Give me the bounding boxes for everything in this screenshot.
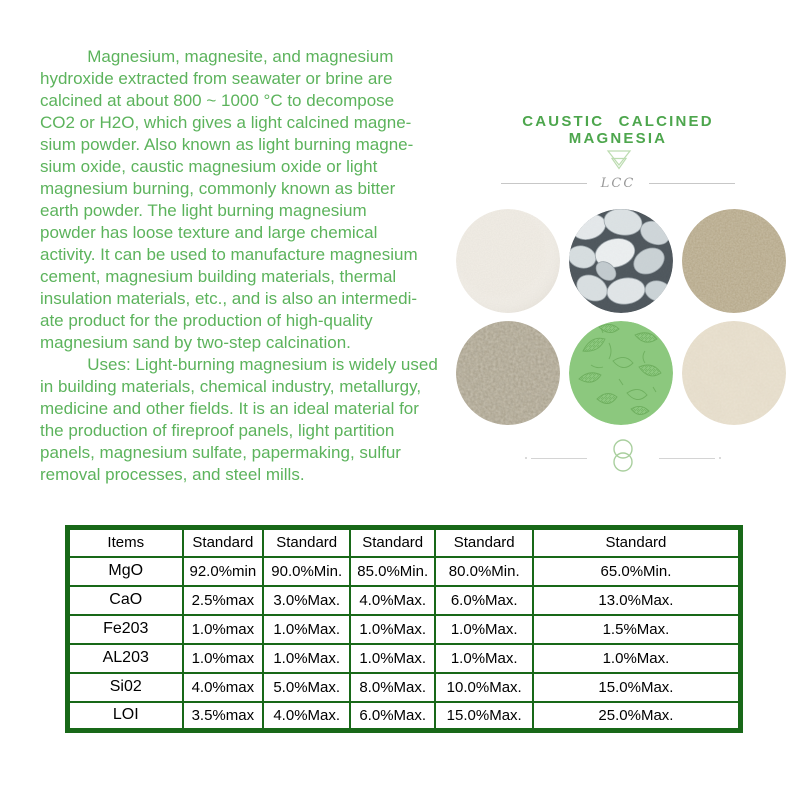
text-line: earth powder. The light burning magnesium	[40, 201, 367, 220]
coarse-magnesia-granules-image	[456, 321, 560, 425]
table-row	[68, 673, 741, 702]
table-cell: 25.0%Max.	[533, 702, 740, 731]
table-cell: 4.0%Max.	[350, 586, 435, 615]
table-cell: 15.0%Max.	[435, 702, 533, 731]
cream-magnesia-powder-image	[682, 321, 786, 425]
text-line: Magnesium, magnesite, and magnesium	[40, 47, 394, 66]
table-cell: 6.0%Max.	[435, 586, 533, 615]
text-line: sium oxide, caustic magnesium oxide or light	[40, 157, 378, 176]
text-line: ate product for the production of high-quality	[40, 311, 373, 330]
table-cell: 90.0%Min.	[263, 557, 350, 586]
text-line: Uses: Light-burning magnesium is widely used	[40, 355, 438, 374]
table-row	[68, 586, 741, 615]
table-cell: Fe203	[68, 615, 183, 644]
text-line: CO2 or H2O, which gives a light calcined magne-	[40, 113, 412, 132]
table-cell: 1.0%Max.	[350, 615, 435, 644]
table-cell: 1.0%Max.	[533, 644, 740, 673]
text-line: removal processes, and steel mills.	[40, 465, 305, 484]
table-cell: 5.0%Max.	[263, 673, 350, 702]
white-magnesia-powder-image	[456, 209, 560, 313]
text-line: panels, magnesium sulfate, papermaking, sulfur	[40, 443, 401, 462]
rings-divider	[490, 436, 755, 480]
table-cell: 8.0%Max.	[350, 673, 435, 702]
table-header-cell: Standard	[435, 528, 533, 557]
table-cell: 6.0%Max.	[350, 702, 435, 731]
table-cell: 2.5%max	[183, 586, 264, 615]
divider-line-left	[525, 457, 587, 459]
table-cell: 92.0%min	[183, 557, 264, 586]
table-cell: 4.0%max	[183, 673, 264, 702]
table-cell: 65.0%Min.	[533, 557, 740, 586]
green-leaf-pattern-image	[569, 321, 673, 425]
table-header-cell: Items	[68, 528, 183, 557]
table-cell: 1.0%Max.	[435, 615, 533, 644]
table-cell: 1.0%Max.	[350, 644, 435, 673]
table-header-cell: Standard	[350, 528, 435, 557]
text-line: medicine and other fields. It is an ideal material for	[40, 399, 419, 418]
table-header-cell: Standard	[263, 528, 350, 557]
table-cell: 15.0%Max.	[533, 673, 740, 702]
tan-magnesia-granules-image	[682, 209, 786, 313]
table-cell: Si02	[68, 673, 183, 702]
table-cell: 1.5%Max.	[533, 615, 740, 644]
table-cell: 1.0%Max.	[435, 644, 533, 673]
table-cell: 1.0%max	[183, 615, 264, 644]
spec-table	[65, 525, 743, 733]
text-line: in building materials, chemical industry, metallurgy,	[40, 377, 422, 396]
table-cell: AL203	[68, 644, 183, 673]
text-line: the production of fireproof panels, light partition	[40, 421, 395, 440]
text-line: magnesium sand by two-step calcination.	[40, 333, 351, 352]
double-triangle-down-icon	[603, 146, 635, 178]
divider-line-right	[659, 457, 721, 459]
text-line: magnesium burning, commonly known as bitter	[40, 179, 396, 198]
table-row	[68, 557, 741, 586]
table-cell: 10.0%Max.	[435, 673, 533, 702]
table-cell: 3.5%max	[183, 702, 264, 731]
table-header-cell: Standard	[183, 528, 264, 557]
white-magnesia-lumps-image	[569, 209, 673, 313]
table-row	[68, 615, 741, 644]
spec-table-body	[68, 557, 741, 731]
table-cell: LOI	[68, 702, 183, 731]
lcc-monogram: LCC	[600, 176, 636, 191]
brand-divider	[468, 176, 768, 191]
table-header-row	[68, 528, 741, 557]
table-header-cell: Standard	[533, 528, 740, 557]
divider-line	[501, 183, 587, 184]
text-line: activity. It can be used to manufacture magnesium	[40, 245, 418, 264]
product-image-grid	[456, 209, 792, 425]
divider-line	[649, 183, 735, 184]
table-cell: 1.0%Max.	[263, 644, 350, 673]
table-cell: 13.0%Max.	[533, 586, 740, 615]
table-cell: 4.0%Max.	[263, 702, 350, 731]
section-title: CAUSTIC CALCINED MAGNESIA	[522, 113, 714, 147]
text-line: hydroxide extracted from seawater or brine are	[40, 69, 393, 88]
table-cell: 1.0%Max.	[263, 615, 350, 644]
table-row	[68, 702, 741, 731]
table-cell: 85.0%Min.	[350, 557, 435, 586]
text-line: sium powder. Also known as light burning magne-	[40, 135, 414, 154]
text-line: powder has loose texture and large chemical	[40, 223, 378, 242]
product-description	[40, 46, 475, 486]
spec-table-wrap	[65, 525, 743, 733]
text-line: cement, magnesium building materials, thermal	[40, 267, 397, 286]
table-row	[68, 644, 741, 673]
table-cell: 1.0%max	[183, 644, 264, 673]
table-cell: 80.0%Min.	[435, 557, 533, 586]
spec-table-header	[68, 528, 741, 557]
double-rings-icon	[609, 436, 637, 481]
table-cell: MgO	[68, 557, 183, 586]
table-cell: 3.0%Max.	[263, 586, 350, 615]
text-line: calcined at about 800 ~ 1000 °C to decompose	[40, 91, 395, 110]
text-line: insulation materials, etc., and is also an intermedi-	[40, 289, 418, 308]
table-cell: CaO	[68, 586, 183, 615]
